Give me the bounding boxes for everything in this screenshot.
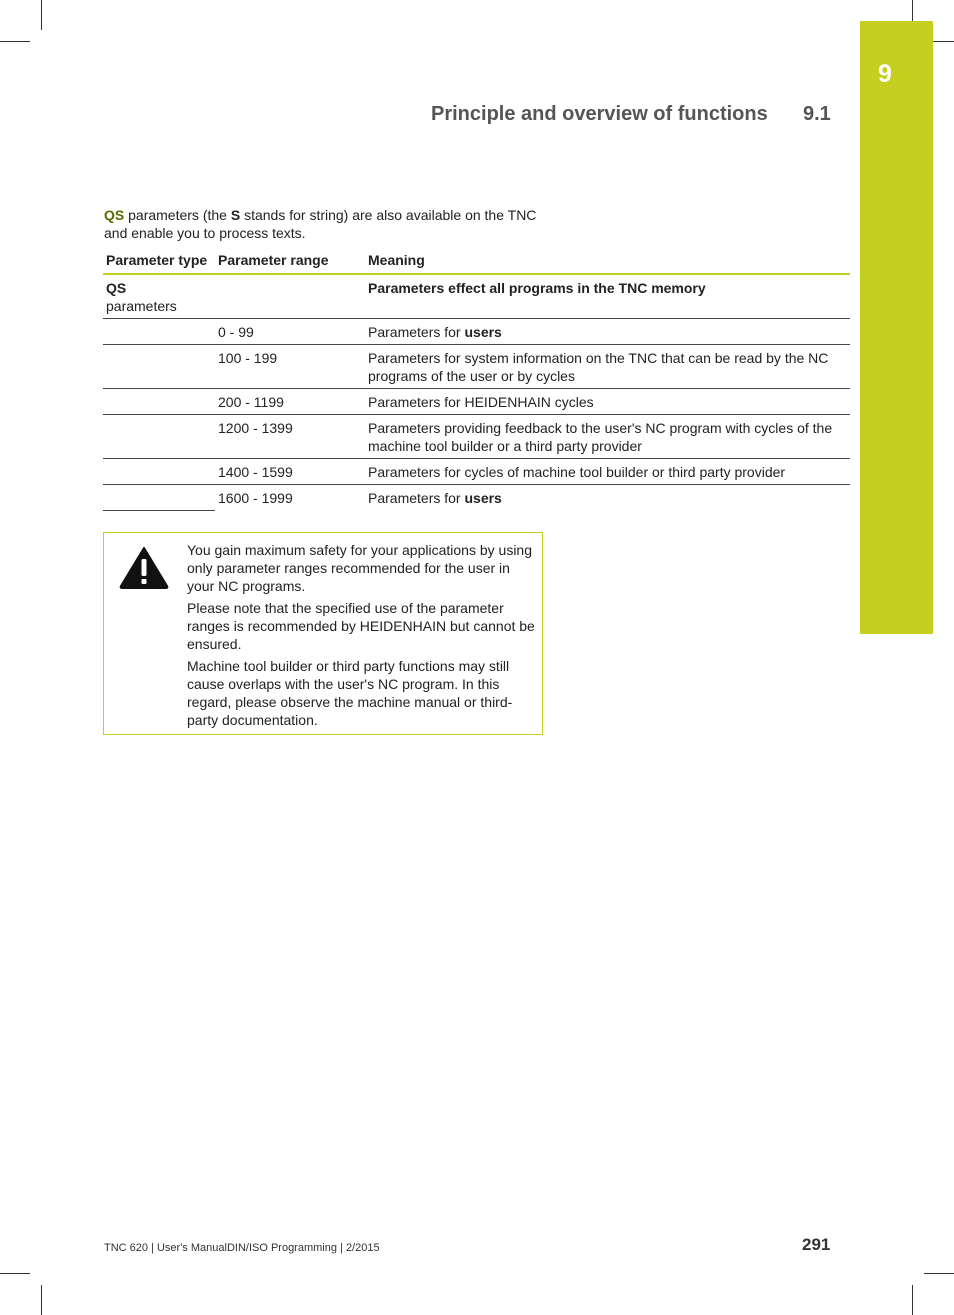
type-cell <box>103 319 215 345</box>
meaning-cell <box>365 389 850 415</box>
meaning-text: Parameters for <box>368 490 465 506</box>
meaning-bold: users <box>464 324 502 340</box>
table-row <box>103 485 850 511</box>
warning-paragraph: You gain maximum safety for your applications by using only parameter ranges recommended for the user in your NC programs. <box>187 542 532 594</box>
group-range-cell <box>215 274 365 319</box>
table-row <box>103 319 850 345</box>
chapter-number: 9 <box>878 60 892 88</box>
crop-mark <box>0 1273 30 1274</box>
crop-mark <box>912 1285 913 1315</box>
range-cell: 1600 - 1999 <box>218 490 293 506</box>
warning-paragraph: Machine tool builder or third party functions may still cause overlaps with the user's NC program. In this regard, please observe the machine manual or third-party documentation. <box>187 658 513 728</box>
range-cell: 100 - 199 <box>215 345 365 389</box>
group-meaning: Parameters effect all programs in the TNC memory <box>368 280 706 296</box>
type-cell <box>103 415 215 459</box>
column-header-range: Parameter range <box>215 247 365 274</box>
column-header-type: Parameter type <box>103 247 215 274</box>
meaning-text: Parameters providing feedback to the user's NC program with cycles of the machine tool builder or a third party provider <box>368 420 833 454</box>
warning-paragraph: Please note that the specified use of the parameter ranges is recommended by HEIDENHAIN but cannot be ensured. <box>187 600 535 652</box>
range-cell: 1400 - 1599 <box>215 459 365 485</box>
meaning-bold: users <box>464 490 502 506</box>
parameter-table <box>103 247 850 511</box>
section-title: Principle and overview of functions <box>431 103 768 125</box>
meaning-text: Parameters for <box>368 324 465 340</box>
footer-text: TNC 620 | User's ManualDIN/ISO Programming | 2/2015 <box>104 1242 380 1254</box>
range-cell: 1200 - 1399 <box>215 415 365 459</box>
meaning-text: Parameters for cycles of machine tool builder or third party provider <box>368 464 786 480</box>
meaning-cell <box>365 345 850 389</box>
column-header-meaning: Meaning <box>365 247 850 274</box>
crop-mark <box>41 0 42 30</box>
intro-text-b: stands for string) are also available on the TNC and enable you to process texts. <box>104 207 537 241</box>
table-group-row <box>103 274 850 319</box>
type-cell <box>103 485 215 511</box>
type-cell <box>103 389 215 415</box>
range-cell: 200 - 1199 <box>215 389 365 415</box>
range-cell: 0 - 99 <box>215 319 365 345</box>
table-row <box>103 415 850 459</box>
section-number: 9.1 <box>803 103 831 125</box>
table-row <box>103 389 850 415</box>
warning-triangle-icon <box>118 545 170 589</box>
table-header-row <box>103 247 850 274</box>
meaning-text: Parameters for system information on the TNC that can be read by the NC programs of the user or by cycles <box>368 350 829 384</box>
group-meaning-cell <box>365 274 850 319</box>
meaning-cell <box>365 319 850 345</box>
warning-text <box>187 541 535 733</box>
group-type-cell <box>103 274 215 319</box>
meaning-text: Parameters for HEIDENHAIN cycles <box>368 394 594 410</box>
type-cell <box>103 459 215 485</box>
table-row <box>103 345 850 389</box>
meaning-cell <box>365 415 850 459</box>
chapter-tab <box>860 21 933 634</box>
crop-mark <box>0 41 30 42</box>
table-row <box>103 459 850 485</box>
type-cell <box>103 345 215 389</box>
warning-box <box>103 532 543 735</box>
intro-s-term: S <box>230 207 241 223</box>
crop-mark <box>924 1273 954 1274</box>
meaning-cell <box>365 485 850 511</box>
group-type-bold: QS <box>106 280 127 296</box>
page-number: 291 <box>802 1235 831 1254</box>
intro-text-a: parameters (the <box>124 207 231 223</box>
crop-mark <box>41 1285 42 1315</box>
meaning-cell <box>365 459 850 485</box>
intro-qs-term: QS <box>104 207 125 223</box>
group-type-rest: parameters <box>106 298 177 314</box>
intro-paragraph <box>104 206 544 242</box>
